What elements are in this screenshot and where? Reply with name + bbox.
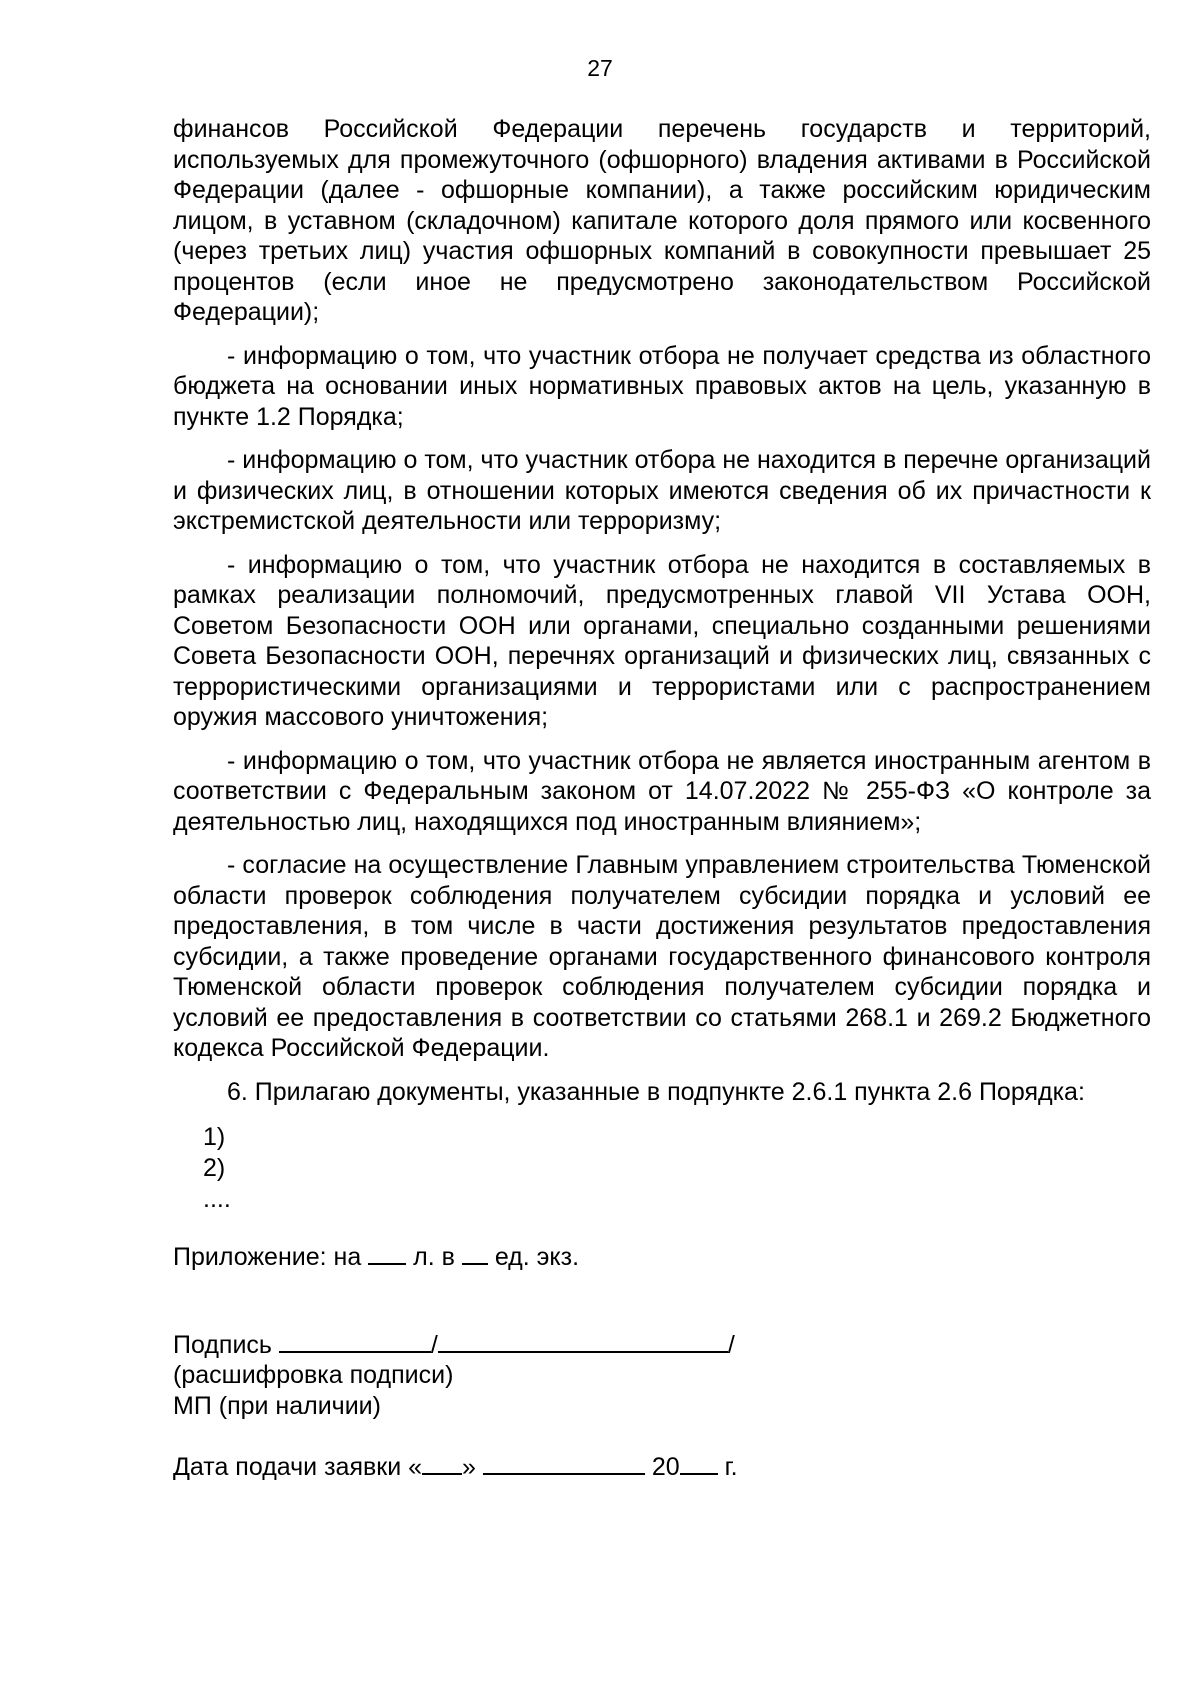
paragraph-un-lists: - информацию о том, что участник отбора не находится в составляемых в рамках реализации полномочий, предусмотренных главой VII Устава ООН, Советом Безопасности ООН или органами, специально созданными решениями Совета Безопасности ООН, перечнях организаций и физических лиц, связанных с террористическими организациями и террористами или с распространением оружия массового уничтожения; <box>173 550 1151 731</box>
appendix-line <box>173 1241 1151 1273</box>
paragraph-foreign-agent: - информацию о том, что участник отбора не является иностранным агентом в соответствии с Федеральным законом от 14.07.2022 № 255-ФЗ «О контроле за деятельностью лиц, находящихся под иностранным влиянием»; <box>173 746 1151 836</box>
month-blank[interactable] <box>483 1451 645 1475</box>
attachment-list <box>203 1122 1151 1215</box>
paragraph-extremism: - информацию о том, что участник отбора не находится в перечне организаций и физических лиц, в отношении которых имеются сведения об их причастности к экстремистской деятельности или терроризму; <box>173 446 1151 535</box>
sheets-count-blank[interactable] <box>368 1241 406 1265</box>
copies-count-blank[interactable] <box>462 1241 488 1265</box>
appendix-middle: л. в <box>413 1243 455 1271</box>
signature-blank[interactable] <box>279 1329 431 1353</box>
list-item: .... <box>203 1185 231 1213</box>
year-prefix: 20 <box>651 1453 680 1481</box>
document-body <box>173 114 1151 1483</box>
day-blank[interactable] <box>422 1451 462 1475</box>
submission-date-label: Дата подачи заявки « <box>173 1453 423 1481</box>
signature-label: Подпись <box>173 1330 272 1359</box>
paragraph-offshore: финансов Российской Федерации перечень государств и территорий, используемых для промежуточного (офшорного) владения активами в Российской Федерации (далее - офшорные компании), а также российским юридическим лицом, в уставном (складочном) капитале которого доля прямого или косвенного (через третьих лиц) участия офшорных компаний в совокупности превышает 25 процентов (если иное не предусмотрено законодательством Российской Федерации); <box>173 115 1151 326</box>
paragraph-consent: - согласие на осуществление Главным управлением строительства Тюменской области проверок соблюдения получателем субсидии порядка и условий ее предоставления, в том числе в части достижения результатов предоставления субсидии, а также проведение органами государственного финансового контроля Тюменской области проверок соблюдения получателем субсидии порядка и условий ее предоставления в соответствии со статьями 268.1 и 269.2 Бюджетного кодекса Российской Федерации. <box>173 851 1151 1062</box>
year-suffix: г. <box>724 1453 738 1481</box>
appendix-prefix: Приложение: на <box>173 1243 362 1271</box>
paragraph-budget-funds: - информацию о том, что участник отбора не получает средства из областного бюджета на основании иных нормативных правовых актов на цель, указанную в пункте 1.2 Порядка; <box>173 341 1151 431</box>
signature-slash-left: / <box>430 1330 438 1359</box>
year-blank[interactable] <box>680 1451 718 1475</box>
list-item: 2) <box>203 1154 226 1182</box>
submission-date-line <box>173 1451 1151 1483</box>
submission-date-close-quote: » <box>462 1453 476 1481</box>
signature-decode-note: (расшифровка подписи) <box>173 1361 454 1389</box>
stamp-note: МП (при наличии) <box>173 1391 381 1420</box>
signature-line <box>173 1329 1151 1361</box>
signature-slash-right: / <box>727 1330 735 1359</box>
list-item: 1) <box>203 1123 226 1151</box>
signature-decode-blank[interactable] <box>438 1329 728 1353</box>
signature-block <box>173 1329 1151 1422</box>
appendix-suffix: ед. экз. <box>494 1243 580 1271</box>
page-number: 27 <box>587 55 613 81</box>
paragraph-attached-documents: 6. Прилагаю документы, указанные в подпункте 2.6.1 пункта 2.6 Порядка: <box>227 1077 1085 1106</box>
